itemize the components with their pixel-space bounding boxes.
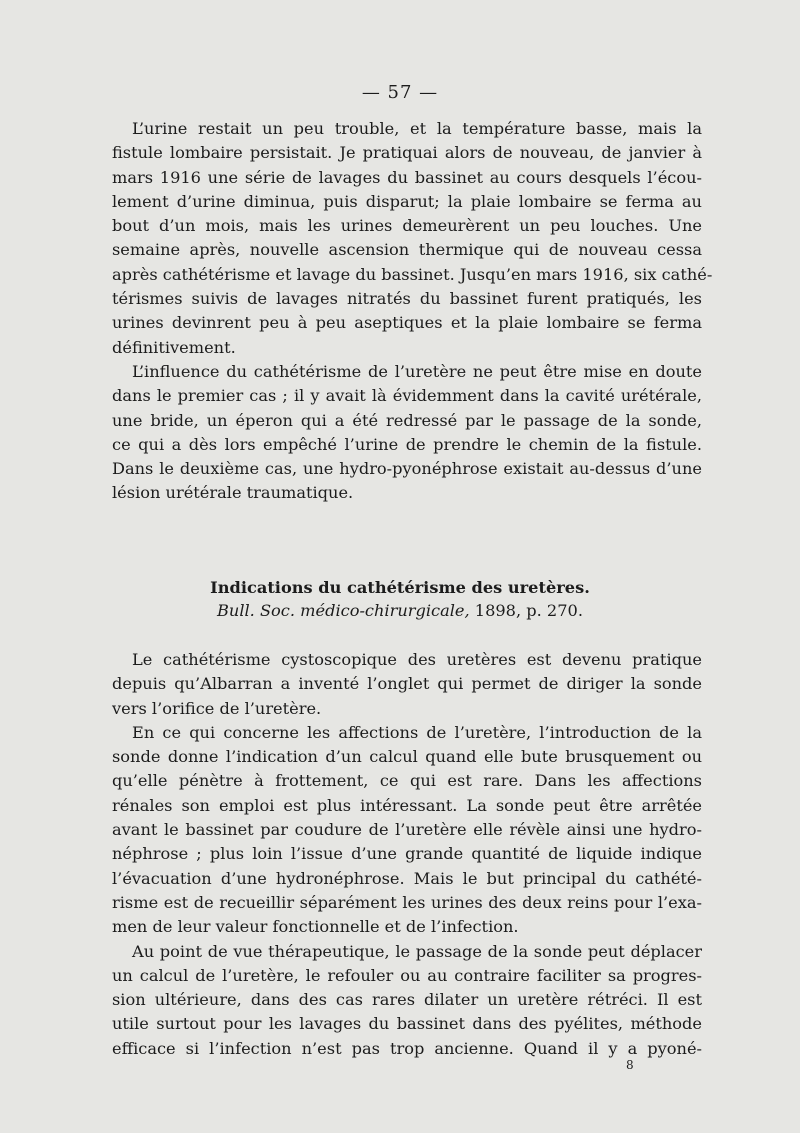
text-line: men de leur valeur fonctionnelle et de l’infection. [112,917,519,937]
page-number: — 57 — [361,82,439,103]
text-line: après cathétérisme et lavage du bassinet. Jusqu’en mars 1916, six cathé- [112,264,713,284]
text-line: une bride, un éperon qui a été redressé par le passage de la sonde, [112,410,702,430]
text-line: avant le bassinet par coudure de l’uretère elle révèle ainsi une hydro- [112,820,702,840]
text-line: définitivement. [112,337,236,357]
section-title: Indications du cathétérisme des uretères. [210,578,590,597]
text-line: sion ultérieure, dans des cas rares dilater un uretère rétréci. Il est [112,990,702,1010]
text-line: fistule lombaire persistait. Je pratiquai alors de nouveau, de janvier à [112,143,702,163]
text-line: depuis qu’Albarran a inventé l’onglet qui permet de diriger la sonde [112,674,702,694]
text-line: ce qui a dès lors empêché l’urine de prendre le chemin de la fistule. [112,434,702,454]
text-line: sonde donne l’indication d’un calcul quand elle bute brusquement ou [112,747,702,767]
text-block-bottom [112,648,702,1061]
text-line: efficace si l’infection n’est pas trop ancienne. Quand il y a pyoné- [112,1038,702,1058]
citation-journal: Bull. Soc. médico-chirurgicale, [217,601,470,620]
paragraph [112,648,702,721]
text-line: urines devinrent peu à peu aseptiques et la plaie lombaire se ferma [112,313,702,333]
text-line: vers l’orifice de l’uretère. [112,698,322,718]
paragraph [112,117,713,360]
text-line: L’influence du cathétérisme de l’uretère ne peut être mise en doute [132,361,702,381]
signature-mark: 8 [626,1058,634,1072]
text-line: semaine après, nouvelle ascension thermique qui de nouveau cessa [112,240,702,260]
text-line: utile surtout pour les lavages du bassinet dans des pyélites, méthode [112,1014,702,1034]
text-line: mars 1916 une série de lavages du bassinet au cours desquels l’écou- [112,167,702,187]
text-line: l’évacuation d’une hydronéphrose. Mais le but principal du cathété- [112,868,702,888]
text-line: térismes suivis de lavages nitratés du bassinet furent pratiqués, les [112,289,702,309]
text-line: Le cathétérisme cystoscopique des uretères est devenu pratique [132,650,702,669]
paragraph [112,721,702,940]
text-line: risme est de recueillir séparément les urines des deux reins pour l’exa- [112,892,702,912]
text-line: Dans le deuxième cas, une hydro-pyonéphrose existait au-dessus d’une [112,459,702,479]
text-line: bout d’un mois, mais les urines demeurèrent un peu louches. Une [112,216,702,236]
text-line: Au point de vue thérapeutique, le passage de la sonde peut déplacer [132,941,702,961]
paragraph [112,360,702,506]
paragraph [112,940,702,1061]
text-line: néphrose ; plus loin l’issue d’une grande quantité de liquide indique [112,844,702,864]
text-line: L’urine restait un peu trouble, et la température basse, mais la [132,119,702,138]
text-line: rénales son emploi est plus intéressant. La sonde peut être arrêtée [112,795,702,815]
text-line: lésion urétérale traumatique. [112,483,354,503]
text-line: qu’elle pénètre à frottement, ce qui est rare. Dans les affections [112,771,702,791]
text-line: dans le premier cas ; il y avait là évidemment dans la cavité urétérale, [112,386,702,406]
section-citation [0,600,800,622]
text-block-top [112,117,713,506]
text-line: En ce qui concerne les affections de l’uretère, l’introduction de la [132,722,702,742]
text-line: un calcul de l’uretère, le refouler ou au contraire faciliter sa progres- [112,965,702,985]
text-line: lement d’urine diminua, puis disparut; la plaie lombaire se ferma au [112,191,702,211]
citation-year-page: 1898, p. 270. [469,601,583,620]
